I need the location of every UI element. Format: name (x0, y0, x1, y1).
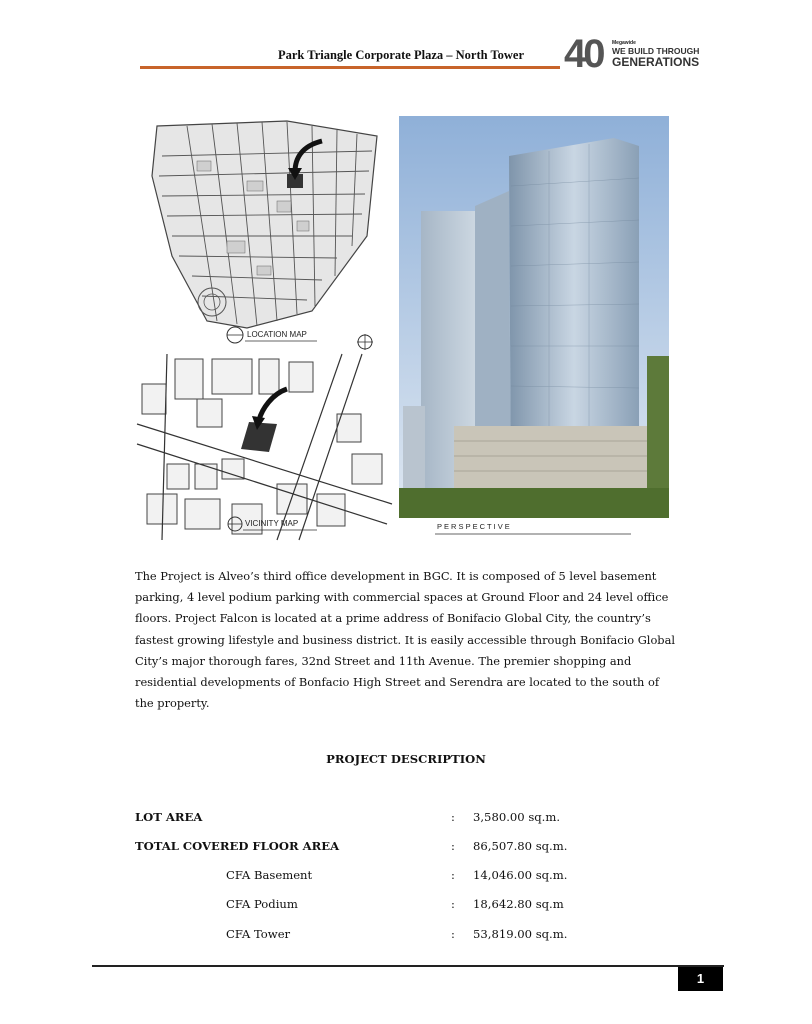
location-map-label: LOCATION MAP (247, 330, 307, 339)
perspective-rendering (399, 116, 669, 531)
vicinity-map (137, 354, 392, 540)
spec-row-cfa-basement (135, 868, 695, 888)
spec-colon: : (451, 868, 455, 882)
spec-colon: : (451, 839, 455, 853)
spec-row-lot-area (135, 810, 695, 830)
spec-colon: : (451, 897, 455, 911)
spec-colon: : (451, 927, 455, 941)
spec-label: TOTAL COVERED FLOOR AREA (135, 839, 340, 853)
tower-illustration (399, 116, 669, 540)
spec-label: LOT AREA (135, 810, 203, 824)
spec-colon: : (451, 810, 455, 824)
vicinity-map-label: VICINITY MAP (245, 519, 299, 528)
logo-tagline-2: GENERATIONS (612, 55, 700, 69)
project-intro-paragraph: The Project is Alveo’s third office development in BGC. It is composed of 5 level basement parking, 4 level podium parking with commercial spaces at Ground Floor and 24 level office floors. Project Falcon is located at a prime address of Bonifacio Global City, the country’s fastest growing lifestyle and business district. It is easily accessible through Bonifacio Global City’s major thorough fares, 32nd Street and 11th Avenue. The premier shopping and residential developments of Bonfacio High Street and Serendra are located to the south of the property. (135, 569, 676, 711)
logo-brand: Megawide (612, 40, 636, 46)
perspective-label: P E R S P E C T I V E (437, 522, 510, 531)
spec-value: 18,642.80 sq.m (473, 897, 564, 911)
section-title: PROJECT DESCRIPTION (326, 752, 486, 766)
footer-divider (92, 965, 724, 967)
logo-tagline-1: WE BUILD THROUGH (612, 46, 700, 56)
logo-number: 40 (564, 32, 603, 76)
spec-value: 86,507.80 sq.m. (473, 839, 568, 853)
spec-label: CFA Podium (226, 897, 298, 911)
spec-value: 14,046.00 sq.m. (473, 868, 568, 882)
page-number: 1 (678, 967, 723, 991)
header-divider (140, 66, 560, 69)
spec-label: CFA Tower (226, 927, 291, 941)
location-map-drawing (137, 116, 392, 350)
spec-row-total-cfa (135, 839, 695, 859)
company-logo (564, 32, 700, 76)
spec-row-cfa-podium (135, 897, 695, 917)
vicinity-map-drawing (137, 354, 392, 540)
spec-row-cfa-tower (135, 927, 695, 947)
location-map (137, 116, 392, 350)
spec-value: 3,580.00 sq.m. (473, 810, 561, 824)
document-header-title: Park Triangle Corporate Plaza – North Tower (278, 48, 525, 62)
spec-value: 53,819.00 sq.m. (473, 927, 568, 941)
spec-label: CFA Basement (226, 868, 313, 882)
